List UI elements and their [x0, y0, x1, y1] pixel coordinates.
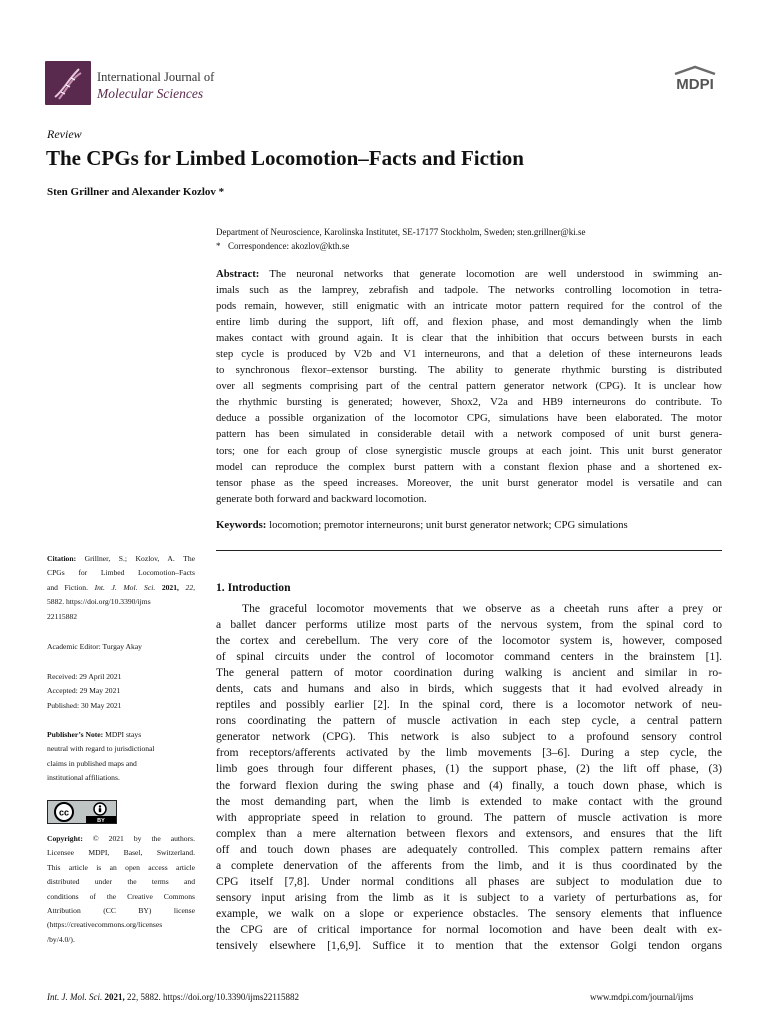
citation-label: Citation:	[47, 554, 77, 563]
abstract-line: deduce a possible organization of the locomotor CPG, simulations have been elaborated. The motor	[216, 412, 722, 425]
academic-editor: Academic Editor: Turgay Akay	[47, 642, 142, 651]
body-line: sensory input arising from the limb as it is subject to a variety of perturbations as, for	[216, 890, 722, 904]
body-line: complex than a mere alternation between flexors and extensors, and ensures that the lift	[216, 826, 722, 840]
affiliations	[216, 225, 585, 253]
article-title: The CPGs for Limbed Locomotion–Facts and Fiction	[46, 146, 524, 170]
dates-block	[47, 670, 195, 713]
abstract-line: entire limb during the support, lift off, and flexion phase, and most demandingly when the limb	[216, 316, 722, 329]
publisher-logo	[667, 65, 723, 95]
abstract-line: to synchronous flexor–extensor bursting. The ability to generate rhythmic bursting is distributed	[216, 364, 722, 377]
publishers-note: Publisher’s Note: MDPI stays neutral with regard to jurisdictional claims in published maps and institutional affiliations.	[47, 730, 155, 783]
keywords-text: locomotion; premotor interneurons; unit burst generator network; CPG simulations	[269, 519, 628, 531]
divider	[216, 550, 722, 551]
abstract-line: tensor phase as the speed increases. Moreover, the unit burst generator model is versatile and can	[216, 476, 722, 489]
copyright-label: Copyright:	[47, 834, 83, 843]
section-heading: 1. Introduction	[216, 581, 291, 594]
footer-year: 2021,	[104, 992, 125, 1002]
correspondence-text: Correspondence: akozlov@kth.se	[228, 241, 350, 251]
cc-by-text: BY	[97, 818, 105, 823]
footer-journal: Int. J. Mol. Sci.	[47, 992, 103, 1002]
body-line: generator network (CPG). This network is also subject to a profound sensory control	[216, 730, 722, 744]
abstract-line: Abstract: The neuronal networks that generate locomotion are well understood in swimming an-	[216, 268, 722, 280]
abstract-line: pods remain, however, still enigmatic with an intricate motor pattern required for the control of the	[216, 300, 722, 313]
body-line: from receptors/afferents activated by the limb movements [3–6]. During a step cycle, the	[216, 746, 722, 760]
footer-doi[interactable]: 22, 5882. https://doi.org/10.3390/ijms22115882	[127, 992, 300, 1002]
citation-doi[interactable]: 5882. https://doi.org/10.3390/ijms	[47, 597, 151, 607]
abstract-line: pattern has been simulated in considerable detail with a network composed of unit burst genera-	[216, 428, 722, 441]
abstract-line: over all segments comprising part of the central pattern generator network (CPG). It is unclear how	[216, 380, 722, 393]
body-line: reptiles and possibly earlier [2]. In the spinal cord, there is a locomotor network of neu-	[216, 698, 722, 712]
copyright-block: Copyright: © 2021 by the authors. Licensee MDPI, Basel, Switzerland. This article is an open access article distributed under the terms and conditions of the Creative Commons Attribution (CC BY) license (https://creativecommons.org/licenses /by/4.0/).	[47, 834, 195, 944]
cc-badge-text: cc	[58, 807, 70, 818]
body-line: the forward flexion during the swing phase and (4) finally, a touch down phase, which is	[216, 778, 722, 792]
abstract-line: model can reproduce the complex burst pattern with a constant flexion phase and a shortened ex-	[216, 460, 722, 473]
body-line: the CPG are of critical importance for normal locomotion and have been dealt with ex-	[216, 922, 722, 936]
abstract-line: the rhythmic bursting is generated; however, Shox2, V2a and HB9 interneurons do contribute. To	[216, 396, 722, 409]
article-type: Review	[47, 127, 82, 141]
license-link[interactable]: (https://creativecommons.org/licenses	[47, 920, 163, 930]
body-line: rons coordinating the pattern of muscle activation in each step cycle, a central pattern	[216, 714, 722, 728]
journal-name-line1: International Journal of	[97, 70, 215, 84]
dna-helix-icon	[45, 61, 91, 105]
body-line: example, we walk on a slope or experience obstacles. The sensory elements that influence	[216, 906, 722, 920]
mdpi-logo-icon	[667, 65, 723, 95]
citation-block: Citation: Grillner, S.; Kozlov, A. The CPGs for Limbed Locomotion–Facts and Fiction. Int. J. Mol. Sci. 2021, 22, 5882. https://doi.org/10.3390/ijms 22115882	[47, 554, 195, 621]
footer-website-link[interactable]: www.mdpi.com/journal/ijms	[590, 992, 694, 1002]
body-line: a complete denervation of the afferents from the limb, and it is thus coordinated by the	[216, 858, 722, 872]
publisher-name: MDPI	[676, 76, 714, 93]
journal-logo	[45, 61, 91, 105]
body-line: of spinal circuits under the control of locomotor command centers in the brainstem [1].	[216, 650, 722, 664]
body-line: CPG itself [7,8]. Under normal conditions all phases are subject to modulation due to	[216, 874, 722, 888]
creative-commons-icon	[48, 801, 116, 823]
affiliation-line: Department of Neuroscience, Karolinska Institutet, SE-17177 Stockholm, Sweden; sten.grillner@ki.se	[216, 227, 586, 237]
received-date: Received: 29 April 2021	[47, 672, 122, 681]
note-label: Publisher’s Note:	[47, 730, 104, 739]
body-line: dents, cats and humans and also in birds, which suggests that it had evolved already in	[216, 682, 722, 696]
abstract-line: imals such as the lamprey, zebrafish and tadpole. The networks controlling locomotion in tetra-	[216, 284, 722, 297]
body-line: limb goes through four different phases, (1) the support phase, (2) the lift off phase, (3)	[216, 762, 722, 776]
correspondence-line	[216, 239, 585, 253]
introduction-body	[216, 601, 722, 954]
cc-by-license-badge[interactable]	[47, 800, 117, 824]
keywords	[216, 519, 628, 531]
keywords-label: Keywords:	[216, 519, 267, 531]
abstract-line: makes contact with ground again. It is clear that the inhibition that occurs between bursts in each	[216, 332, 722, 345]
body-line: the most demanding part, when the limb is extended to make contact with the ground	[216, 794, 722, 808]
body-line: The general pattern of motor coordination during walking is ancient and similar in ro-	[216, 666, 722, 680]
abstract-label: Abstract:	[216, 268, 260, 280]
abstract-line: step cycle is produced by V2b and V1 interneurons, and that a deletion of these interneurons leads	[216, 348, 722, 361]
body-line: The graceful locomotor movements that we observe as a cheetah runs after a prey or	[242, 602, 722, 615]
body-line: a ballet dancer performs utilize most parts of the nervous system, from the spinal cord to	[216, 618, 722, 632]
abstract-line: generate both forward and backward locomotion.	[216, 492, 427, 505]
body-line: the cortex and cerebellum. The very core of the locomotor system is, however, composed	[216, 634, 722, 648]
editor-block	[47, 640, 195, 654]
accepted-date: Accepted: 29 May 2021	[47, 686, 121, 696]
journal-name-line2: Molecular Sciences	[97, 86, 204, 101]
authors: Sten Grillner and Alexander Kozlov *	[47, 186, 225, 198]
footer-citation	[47, 992, 299, 1002]
body-line: off and touch down phases are adequately controlled. This complex pattern remains after	[216, 842, 722, 856]
body-line: with appropriate speed in relation to ground. The pattern of muscle activation is more	[216, 810, 722, 824]
correspondence-marker: *	[216, 241, 221, 251]
abstract	[216, 266, 722, 507]
published-date: Published: 30 May 2021	[47, 700, 122, 710]
abstract-line: tors; one for each group of close synergistic muscle groups at each joint. This unit burst generator	[216, 444, 722, 457]
body-line: tensively elsewhere [1,6,9]. Suffice it to mention that the extensor Golgi tendon organs	[216, 938, 722, 952]
